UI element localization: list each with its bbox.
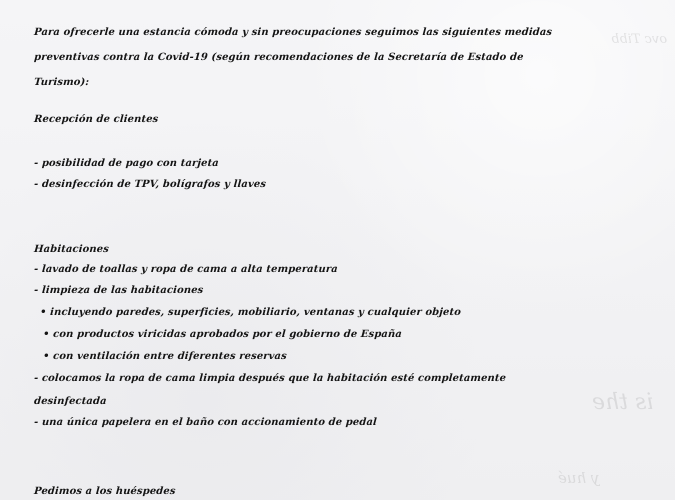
intro-line: Turismo): (33, 77, 90, 88)
bleed-through-text: is the (591, 390, 653, 415)
list-item: - una única papelera en el baño con accionamiento de pedal (33, 417, 378, 428)
intro-line: Para ofrecerle una estancia cómoda y sin preocupaciones seguimos las siguientes medidas (33, 27, 553, 38)
list-item: - colocamos la ropa de cama limpia después que la habitación esté completamente (33, 373, 507, 384)
section-heading-rooms: Habitaciones (33, 244, 110, 255)
list-item: desinfectada (33, 396, 107, 407)
intro-line: preventivas contra la Covid-19 (según recomendaciones de la Secretaría de Estado de (33, 52, 524, 63)
bleed-through-text: y hué (557, 469, 599, 487)
section-heading-guests: Pedimos a los huéspedes (33, 486, 176, 497)
list-item: - desinfección de TPV, bolígrafos y llaves (33, 179, 267, 190)
list-item: - posibilidad de pago con tarjeta (33, 158, 220, 169)
list-item: • con ventilación entre diferentes reservas (42, 351, 288, 362)
list-item: • con productos viricidas aprobados por el gobierno de España (42, 329, 403, 340)
list-item: • incluyendo paredes, superficies, mobiliario, ventanas y cualquier objeto (39, 307, 462, 318)
list-item: - limpieza de las habitaciones (33, 285, 204, 296)
bleed-through-text: ovc Tibb (610, 32, 667, 47)
section-heading-reception: Recepción de clientes (33, 114, 159, 125)
list-item: - lavado de toallas y ropa de cama a alta temperatura (33, 264, 339, 275)
